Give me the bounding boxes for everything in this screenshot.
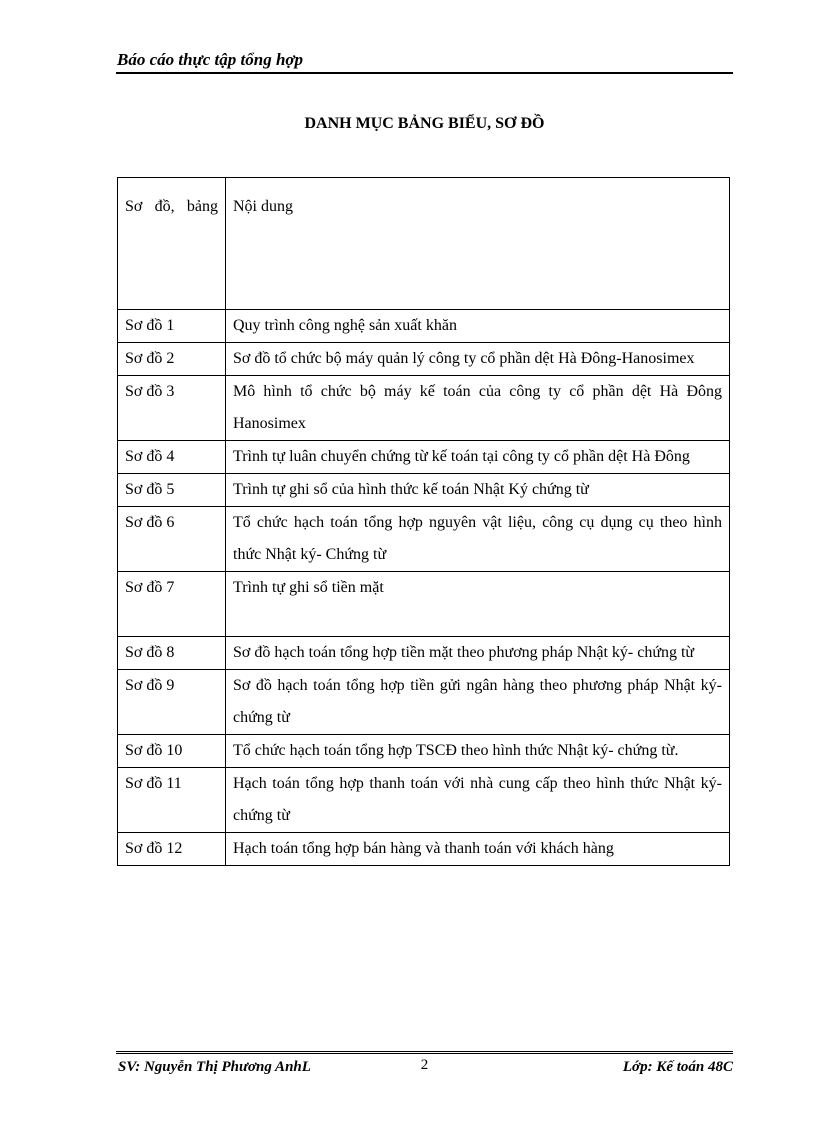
page-footer — [116, 1051, 733, 1082]
row-content: Tổ chức hạch toán tổng hợp TSCĐ theo hình thức Nhật ký- chứng từ. — [226, 735, 730, 768]
row-content: Hạch toán tổng hợp thanh toán với nhà cung cấp theo hình thức Nhật ký- chứng từ — [226, 768, 730, 833]
row-label: Sơ đồ 5 — [118, 474, 226, 507]
page-number: 2 — [420, 1057, 429, 1073]
row-content: Sơ đồ hạch toán tổng hợp tiền mặt theo phương pháp Nhật ký- chứng từ — [226, 637, 730, 670]
page-title: DANH MỤC BẢNG BIỂU, SƠ ĐỒ — [304, 115, 545, 132]
row-label: Sơ đồ 12 — [118, 833, 226, 866]
row-content: Sơ đồ tổ chức bộ máy quản lý công ty cổ phần dệt Hà Đông-Hanosimex — [226, 343, 730, 376]
table-header-row — [118, 178, 730, 310]
row-label: Sơ đồ 6 — [118, 507, 226, 572]
row-label: Sơ đồ 10 — [118, 735, 226, 768]
table-row — [118, 637, 730, 670]
footer-student: SV: Nguyễn Thị Phương AnhL — [118, 1059, 311, 1075]
row-content: Mô hình tổ chức bộ máy kế toán của công ty cổ phần dệt Hà Đông Hanosimex — [226, 376, 730, 441]
row-label: Sơ đồ 7 — [118, 572, 226, 637]
table-row — [118, 343, 730, 376]
row-content: Sơ đồ hạch toán tổng hợp tiền gửi ngân hàng theo phương pháp Nhật ký- chứng từ — [226, 670, 730, 735]
table-row — [118, 735, 730, 768]
row-content: Hạch toán tổng hợp bán hàng và thanh toán với khách hàng — [226, 833, 730, 866]
row-label: Sơ đồ 8 — [118, 637, 226, 670]
row-label: Sơ đồ 11 — [118, 768, 226, 833]
row-label: Sơ đồ 3 — [118, 376, 226, 441]
row-label: Sơ đồ 4 — [118, 441, 226, 474]
table-row — [118, 670, 730, 735]
row-content: Trình tự ghi sổ của hình thức kế toán Nhật Ký chứng từ — [226, 474, 730, 507]
row-label: Sơ đồ 2 — [118, 343, 226, 376]
col2-header: Nội dung — [226, 178, 730, 310]
table-row — [118, 474, 730, 507]
row-content: Trình tự luân chuyển chứng từ kế toán tại công ty cổ phần dệt Hà Đông — [226, 441, 730, 474]
table-row — [118, 310, 730, 343]
row-content: Tổ chức hạch toán tổng hợp nguyên vật liệu, công cụ dụng cụ theo hình thức Nhật ký- Chứng từ — [226, 507, 730, 572]
row-content: Trình tự ghi sổ tiền mặt — [226, 572, 730, 637]
table-row — [118, 507, 730, 572]
header-title: Báo cáo thực tập tổng hợp — [117, 50, 304, 69]
footer-class: Lớp: Kế toán 48C — [622, 1059, 733, 1075]
row-label: Sơ đồ 9 — [118, 670, 226, 735]
toc-table — [117, 177, 730, 866]
page-header — [116, 48, 733, 74]
col1-header: Sơ đồ, bảng — [118, 178, 226, 310]
row-label: Sơ đồ 1 — [118, 310, 226, 343]
table-row — [118, 833, 730, 866]
table-row — [118, 572, 730, 637]
table-row — [118, 441, 730, 474]
table-row — [118, 768, 730, 833]
row-content: Quy trình công nghệ sản xuất khăn — [226, 310, 730, 343]
table-row — [118, 376, 730, 441]
